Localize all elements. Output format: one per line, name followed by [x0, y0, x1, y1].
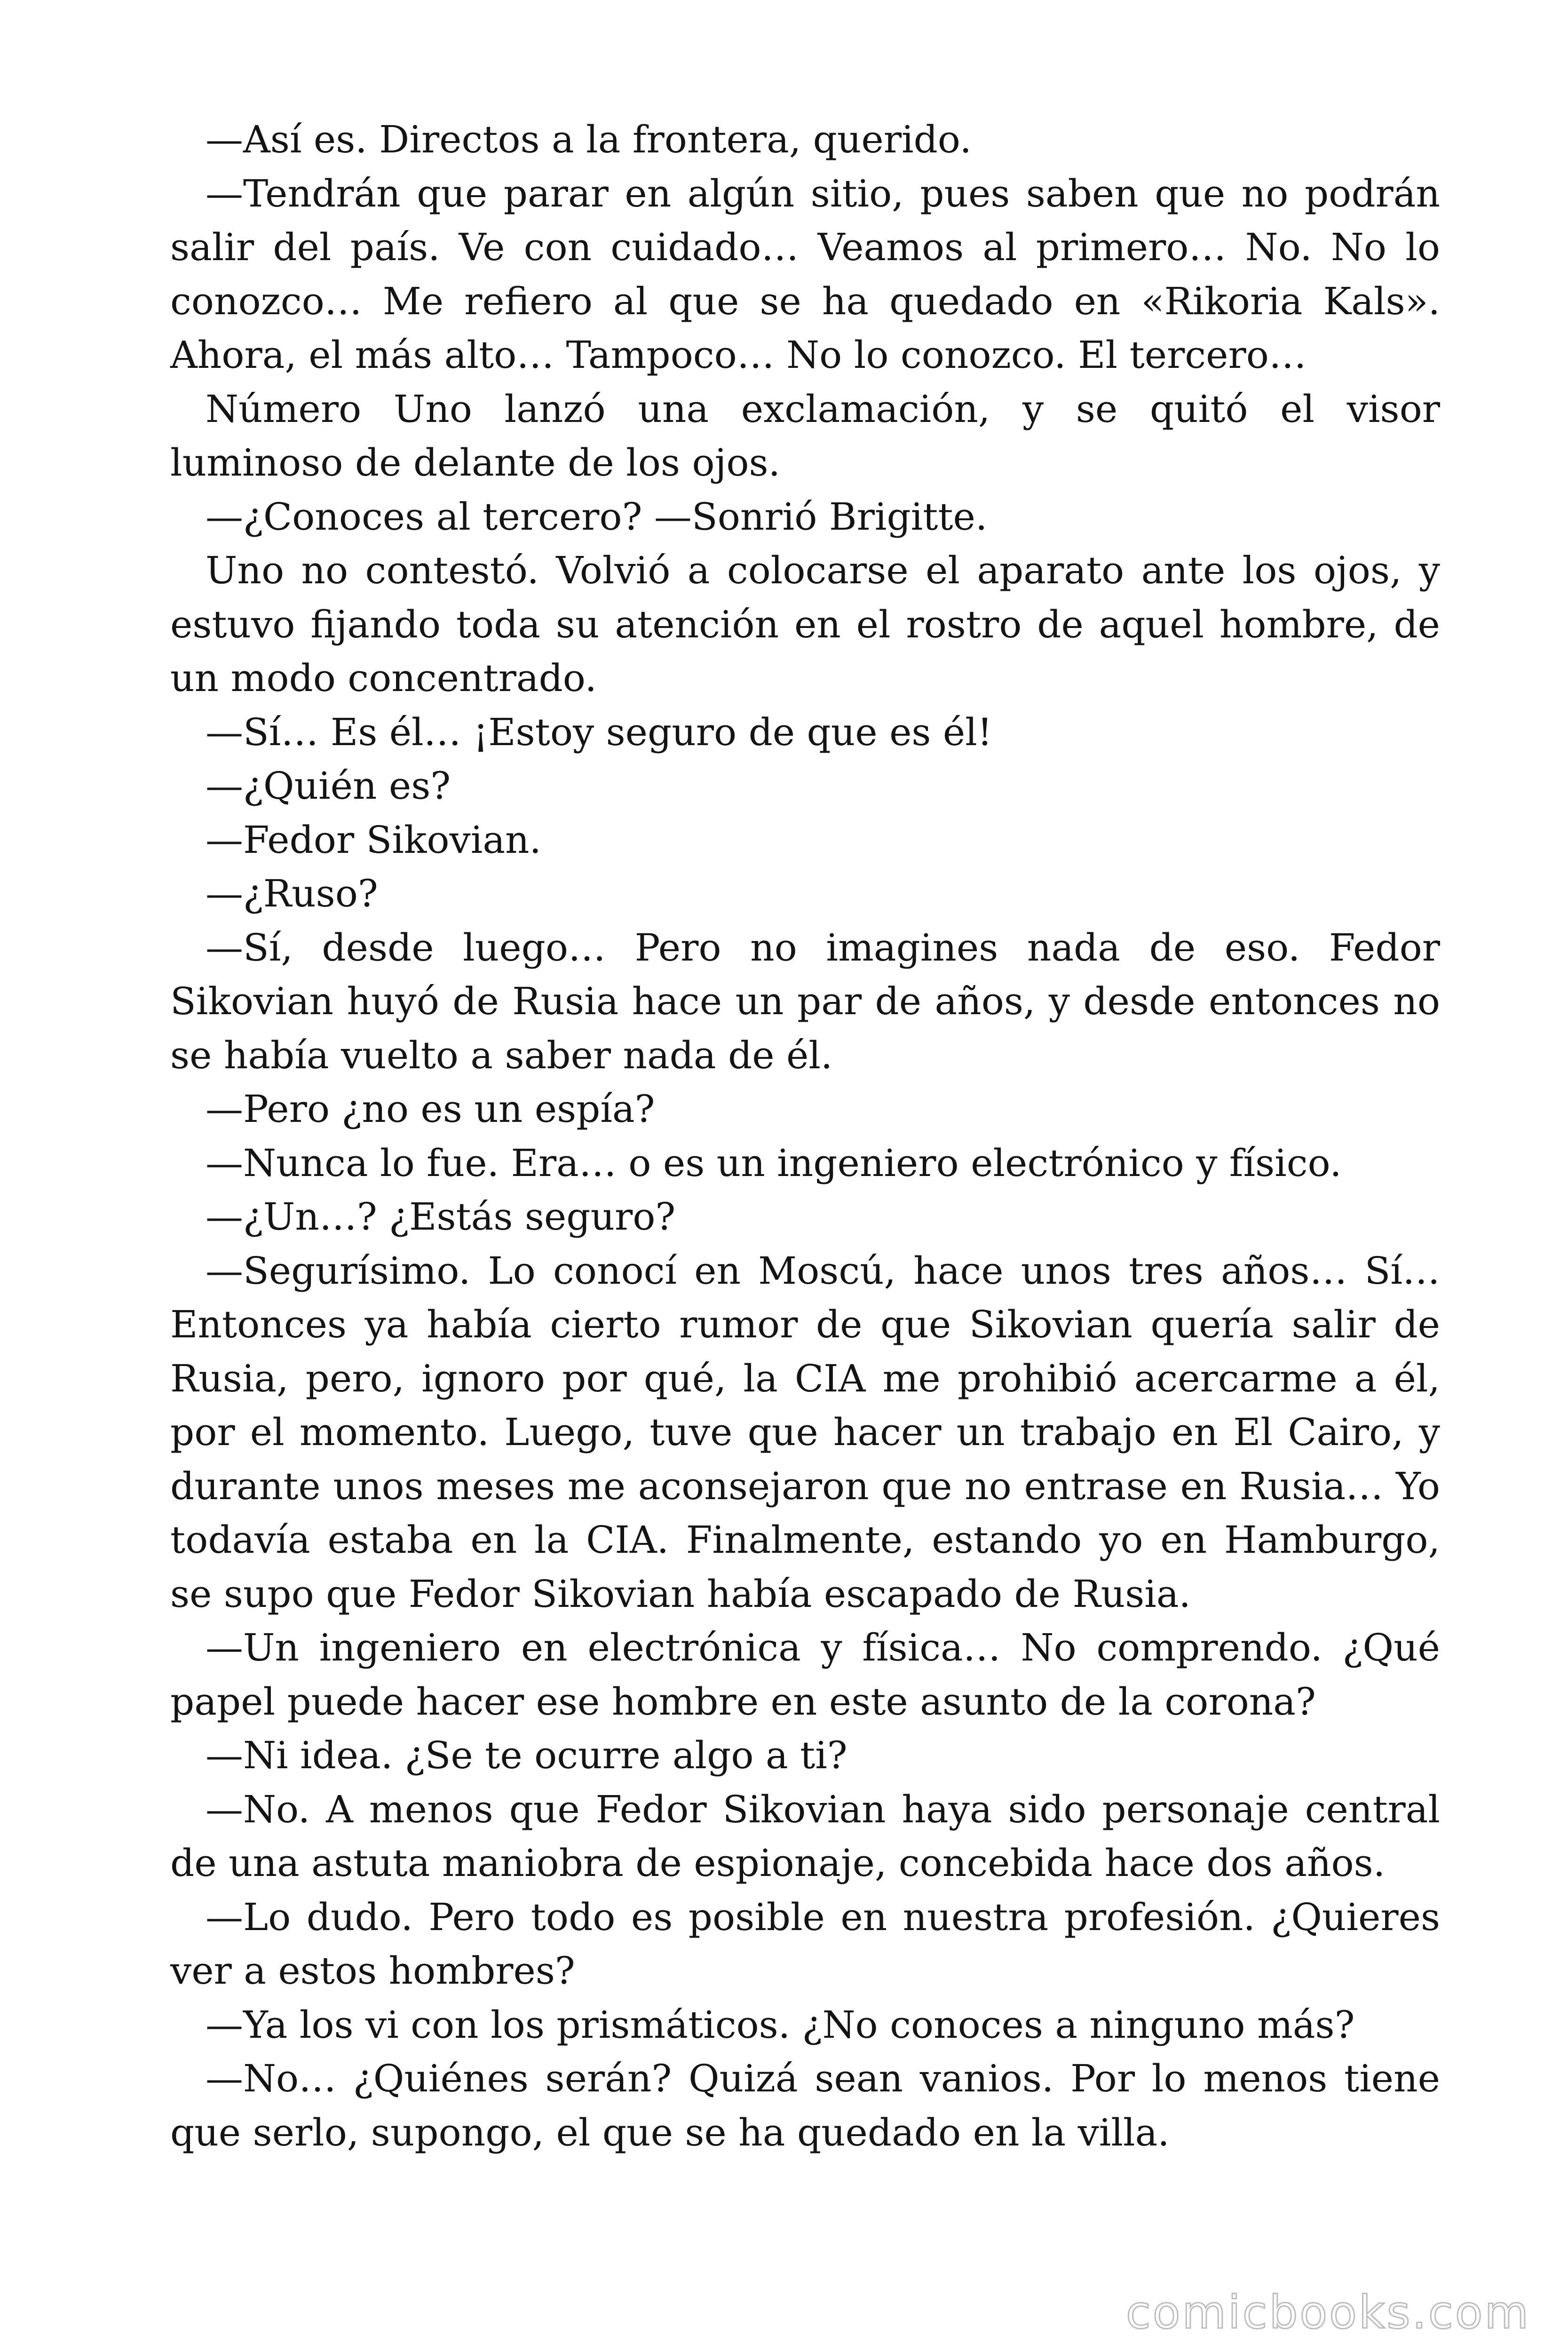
paragraph: —Pero ¿no es un espía? [206, 1087, 655, 1131]
paragraph: —Así es. Directos a la frontera, querido. [206, 118, 972, 161]
body-text [170, 113, 1440, 2160]
paragraph: —Lo dudo. Pero todo es posible en nuestra profesión. ¿Quieres ver a estos hombres? [170, 1895, 1440, 1993]
paragraph: —Un ingeniero en electrónica y física… No comprendo. ¿Qué papel puede hacer ese hombre en este asunto de la corona? [170, 1626, 1440, 1724]
paragraph: —¿Conoces al tercero? —Sonrió Brigitte. [206, 494, 988, 539]
paragraph: —Ya los vi con los prismáticos. ¿No conoces a ninguno más? [206, 2002, 1355, 2047]
paragraph: —Sí, desde luego… Pero no imagines nada de eso. Fedor Sikovian huyó de Rusia hace un par de años, y desde entonces no se había vuelto a saber nada de él. [170, 925, 1440, 1077]
paragraph: —¿Un…? ¿Estás seguro? [206, 1195, 676, 1239]
paragraph: —¿Quién es? [206, 764, 451, 808]
paragraph: —Segurísimo. Lo conocí en Moscú, hace unos tres años… Sí… Entonces ya había cierto rumor de que Sikovian quería salir de Rusia, pero, ignoro por qué, la CIA me prohibió acercarme a él, por el momento. Luego, tuve que hacer un trabajo en El Cairo, y durante unos meses me aconsejaron que no entrase en Rusia… Yo todavía estaba en la CIA. Finalmente, estando yo en Hamburgo, se supo que Fedor Sikovian había escapado de Rusia. [170, 1248, 1440, 1616]
paragraph: Uno no contestó. Volvió a colocarse el aparato ante los ojos, y estuvo fijando toda su atención en el rostro de aquel hombre, de un modo concentrado. [170, 548, 1440, 700]
paragraph: Número Uno lanzó una exclamación, y se quitó el visor luminoso de delante de los ojos. [170, 387, 1440, 485]
paragraph: —¿Ruso? [206, 872, 378, 915]
paragraph: —Fedor Sikovian. [206, 818, 541, 862]
paragraph: —No. A menos que Fedor Sikovian haya sido personaje central de una astuta maniobra de espionaje, concebida hace dos años. [170, 1787, 1440, 1885]
paragraph: —Ni idea. ¿Se te ocurre algo a ti? [206, 1733, 847, 1777]
watermark: comicbooks.com [1125, 2286, 1530, 2339]
paragraph: —Sí… Es él… ¡Estoy seguro de que es él! [206, 710, 992, 754]
paragraph: —Nunca lo fue. Era… o es un ingeniero electrónico y físico. [206, 1141, 1342, 1185]
paragraph: —No… ¿Quiénes serán? Quizá sean vanios. Por lo menos tiene que serlo, supongo, el que se ha quedado en la villa. [170, 2057, 1440, 2154]
paragraph: —Tendrán que parar en algún sitio, pues saben que no podrán salir del país. Ve con cuidado… Veamos al primero… No. No lo conozco… Me refiero al que se ha quedado en «Rikoria Kals». Ahora, el más alto… Tampoco… No lo conozco. El tercero… [170, 171, 1440, 377]
